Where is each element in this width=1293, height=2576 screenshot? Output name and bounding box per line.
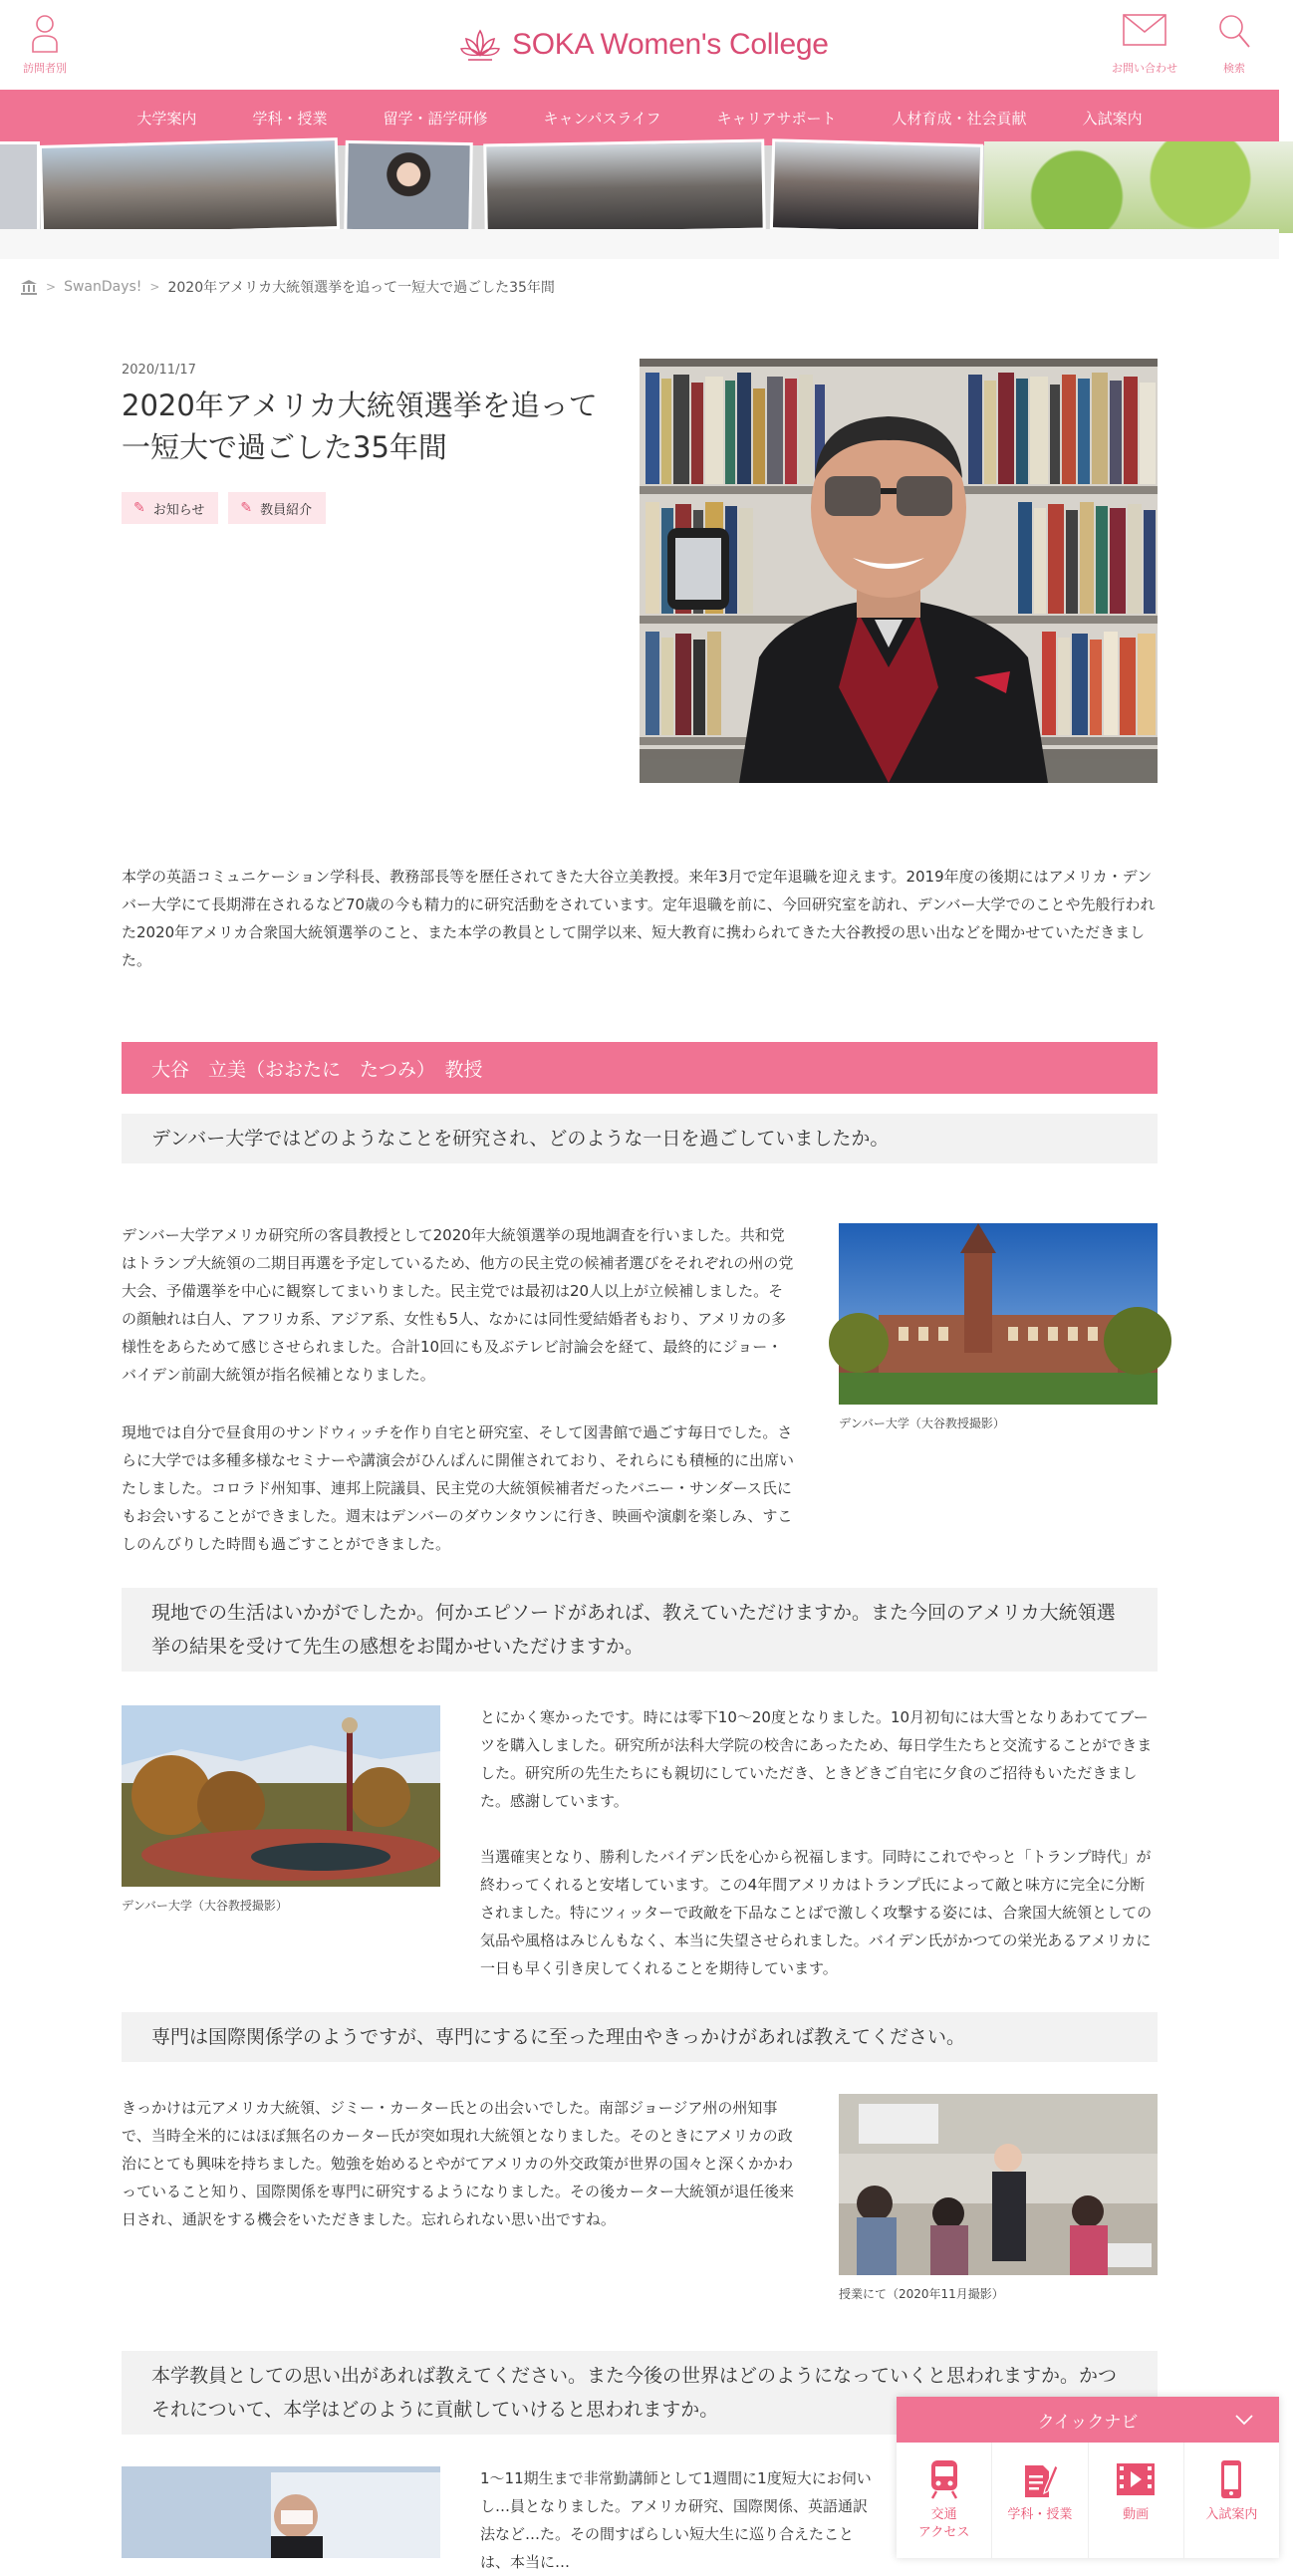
denver-university-photo (839, 1223, 1158, 1405)
pencil-icon: ✎ (133, 500, 145, 516)
nav-item-study-abroad[interactable]: 留学・語学研修 (383, 109, 488, 128)
nav-item-courses[interactable]: 学科・授業 (252, 109, 328, 128)
question-heading: 専門は国際関係学のようですが、専門にするに至った理由やきっかけがあれば教えてください。 (122, 2012, 1158, 2062)
figure-caption: デンバー大学（大谷教授撮影） (122, 1899, 288, 1913)
hero-photo (984, 141, 1293, 233)
hero-photo (770, 138, 983, 236)
nav-item-campus-life[interactable]: キャンパスライフ (543, 109, 661, 128)
logo-text: SOKA Women's College (512, 28, 829, 61)
quick-nav-label: 入試案内 (1205, 2507, 1258, 2522)
chevron-right-icon: > (149, 280, 160, 294)
train-icon (928, 2458, 960, 2500)
mail-icon (1123, 14, 1166, 46)
lotus-logo-icon (460, 27, 500, 63)
nav-item-development[interactable]: 人材育成・社会貢献 (892, 109, 1027, 128)
search-button[interactable] (1189, 14, 1279, 76)
quick-nav-access[interactable] (897, 2443, 992, 2558)
page-title: 2020年アメリカ大統領選挙を追って一短大で過ごした35年間 (122, 388, 598, 464)
search-label: 検索 (1223, 62, 1245, 75)
chevron-down-icon (1233, 2409, 1255, 2431)
visitor-label: 訪問者別 (23, 62, 67, 75)
figure (839, 2094, 1158, 2302)
figure-caption: デンバー大学（大谷教授撮影） (839, 1417, 1005, 1430)
quick-nav-panel (897, 2397, 1279, 2558)
quick-nav-label: 動画 (1123, 2507, 1150, 2522)
question-heading: 現地での生活はいかがでしたか。何かエピソードがあれば、教えていただけますか。また今回のアメリカ大統領選挙の結果を受けて先生の感想をお聞かせいただけますか。 (122, 1588, 1158, 1672)
hero-photo (344, 140, 473, 234)
article-lead: 本学の英語コミュニケーション学科長、教務部長等を歴任されてきた大谷立美教授。来年3月で定年退職を迎えます。2019年度の後期にはアメリカ・デンバー大学にて長期滞在されるなど70歳の今も精力的に研究活動をされています。定年退職を前に、今回研究室を訪れ、デンバー大学でのことや先般行われた2020年アメリカ合衆国大統領選挙のこと、また本学の教員として開学以来、短大教育に携わられてきた大谷教授の思い出などを聞かせていただきました。 (122, 868, 1156, 969)
breadcrumb (20, 277, 555, 297)
visitor-menu-button[interactable] (0, 14, 90, 76)
quick-nav-title: クイックナビ (1037, 2412, 1139, 2433)
question-heading: デンバー大学ではどのようなことを研究され、どのような一日を過ごしていましたか。 (122, 1114, 1158, 1163)
chevron-right-icon: > (46, 280, 57, 294)
professor-name-banner: 大谷 立美（おおたに たつみ） 教授 (122, 1042, 1158, 1094)
quick-nav-courses[interactable] (992, 2443, 1088, 2558)
figure-caption: 授業にて（2020年11月撮影） (839, 2287, 1004, 2301)
professor-portrait-photo (640, 359, 1158, 783)
nav-item-career[interactable]: キャリアサポート (716, 109, 837, 128)
hero-photo (39, 137, 340, 237)
nav-item-admissions[interactable]: 入試案内 (1082, 109, 1143, 128)
tag-news[interactable] (122, 492, 218, 524)
tag-label: お知らせ (152, 502, 205, 518)
nav-item-about[interactable]: 大学案内 (136, 109, 197, 128)
hero-divider (0, 229, 1279, 259)
hero-photo (483, 139, 766, 236)
tag-label: 教員紹介 (260, 502, 313, 518)
figure (839, 1223, 1158, 1431)
answer-paragraph: 当選確実となり、勝利したバイデン氏を心から祝福します。同時にこれでやっと「トランプ時代」が終わってくれると安堵しています。この4年間アメリカはトランプ氏によって敵と味方に完全に分断されました。特にツィッターで政敵を下品なことばで激しく攻撃する姿には、合衆国大統領としての気品や風格はみじんもなく、本当に失望させられました。バイデン氏がかつての栄光あるアメリカに一日も早く引き戻してくれることを期待しています。 (480, 1848, 1153, 1977)
breadcrumb-current: 2020年アメリカ大統領選挙を追って一短大で過ごした35年間 (167, 280, 555, 296)
hero-photo (0, 141, 40, 233)
answer-paragraph: 1～11期生まで非常勤講師として1週間に1度短大にお伺いし…員となりました。アメリカ研究、国際関係、英語通訳法など…た。その間すばらしい短大生に巡り合えたことは、本当に… (480, 2469, 872, 2571)
lecture-photo (122, 2466, 440, 2558)
search-icon (1218, 14, 1250, 50)
video-icon (1115, 2461, 1157, 2497)
person-icon (31, 14, 59, 54)
edit-document-icon (1021, 2459, 1059, 2499)
quick-nav-video[interactable] (1089, 2443, 1184, 2558)
classroom-photo (839, 2094, 1158, 2275)
figure (122, 1705, 440, 1914)
answer-paragraph: 現地では自分で昼食用のサンドウィッチを作り自宅と研究室、そして図書館で過ごす毎日でした。さらに大学では多種多様なセミナーや講演会がひんぱんに開催されており、それらにも積極的に出席いたしました。コロラド州知事、連邦上院議員、民主党の大統領候補者だったバニー・サンダース氏にもお会いすることができました。週末はデンバーのダウンタウンに行き、映画や演劇を楽しみ、すこしのんびりした時間も過ごすことができました。 (122, 1423, 795, 1553)
tag-faculty[interactable] (228, 492, 326, 524)
quick-nav-admissions[interactable] (1184, 2443, 1279, 2558)
article-date: 2020/11/17 (122, 363, 196, 378)
quick-nav-label: 交通 アクセス (917, 2507, 970, 2540)
answer-paragraph: とにかく寒かったです。時には零下10～20度となりました。10月初旬には大雪となりあわててブーツを購入しました。研究所が法科大学院の校舎にあったため、毎日学生たちと交流することができました。研究所の先生たちにも親切にしていただき、ときどきご自宅に夕食のご招待もいただきました。感謝しています。 (480, 1708, 1153, 1810)
figure (122, 2466, 440, 2558)
global-nav (0, 90, 1279, 145)
answer-paragraph: デンバー大学アメリカ研究所の客員教授として2020年大統領選挙の現地調査を行いました。共和党はトランプ大統領の二期目再選を予定しているため、他方の民主党の候補者選びをそれぞれの州の党大会、予備選挙を中心に観察してまいりました。民主党では最初は20人以上が立候補しました。その顔触れは白人、アフリカ系、アジア系、女性も5人、なかには同性愛結婚者もおり、アメリカの多様性をあらためて感じさせられました。合計10回にも及ぶテレビ討論会を経て、最終的にジョー・バイデン前副大統領が指名候補となりました。 (122, 1226, 794, 1384)
contact-label: お問い合わせ (1112, 62, 1177, 75)
smartphone-icon (1219, 2458, 1243, 2500)
question-heading: 本学教員としての思い出があれば教えてください。また今後の世界はどのようになっていくと思われますか。かつそれについて、本学はどのように貢献していけると思われますか。 (122, 2351, 1158, 2435)
hero-photo-strip (0, 145, 1279, 229)
site-header (0, 0, 1279, 90)
pencil-icon: ✎ (240, 500, 253, 516)
denver-campus-photo (122, 1705, 440, 1887)
quick-nav-label: 学科・授業 (1007, 2507, 1073, 2522)
breadcrumb-section-link[interactable]: SwanDays! (64, 279, 142, 295)
quick-nav-toggle[interactable] (897, 2397, 1279, 2443)
site-logo[interactable] (460, 22, 829, 68)
tag-list (122, 492, 326, 524)
contact-button[interactable] (1100, 14, 1189, 76)
answer-paragraph: きっかけは元アメリカ大統領、ジミー・カーター氏との出会いでした。南部ジョージア州の州知事で、当時全米的にはほぼ無名のカーター氏が突如現れ大統領となりました。そのときにアメリカの政治にとても興味を持ちました。勉強を始めるとやがてアメリカの外交政策が世界の国々と深くかかわっていること知り、国際関係を専門に研究するようになりました。その後カーター大統領が退任後来日され、通訳をする機会をいただきました。忘れられない思い出ですね。 (122, 2099, 795, 2228)
home-icon[interactable] (20, 279, 38, 295)
